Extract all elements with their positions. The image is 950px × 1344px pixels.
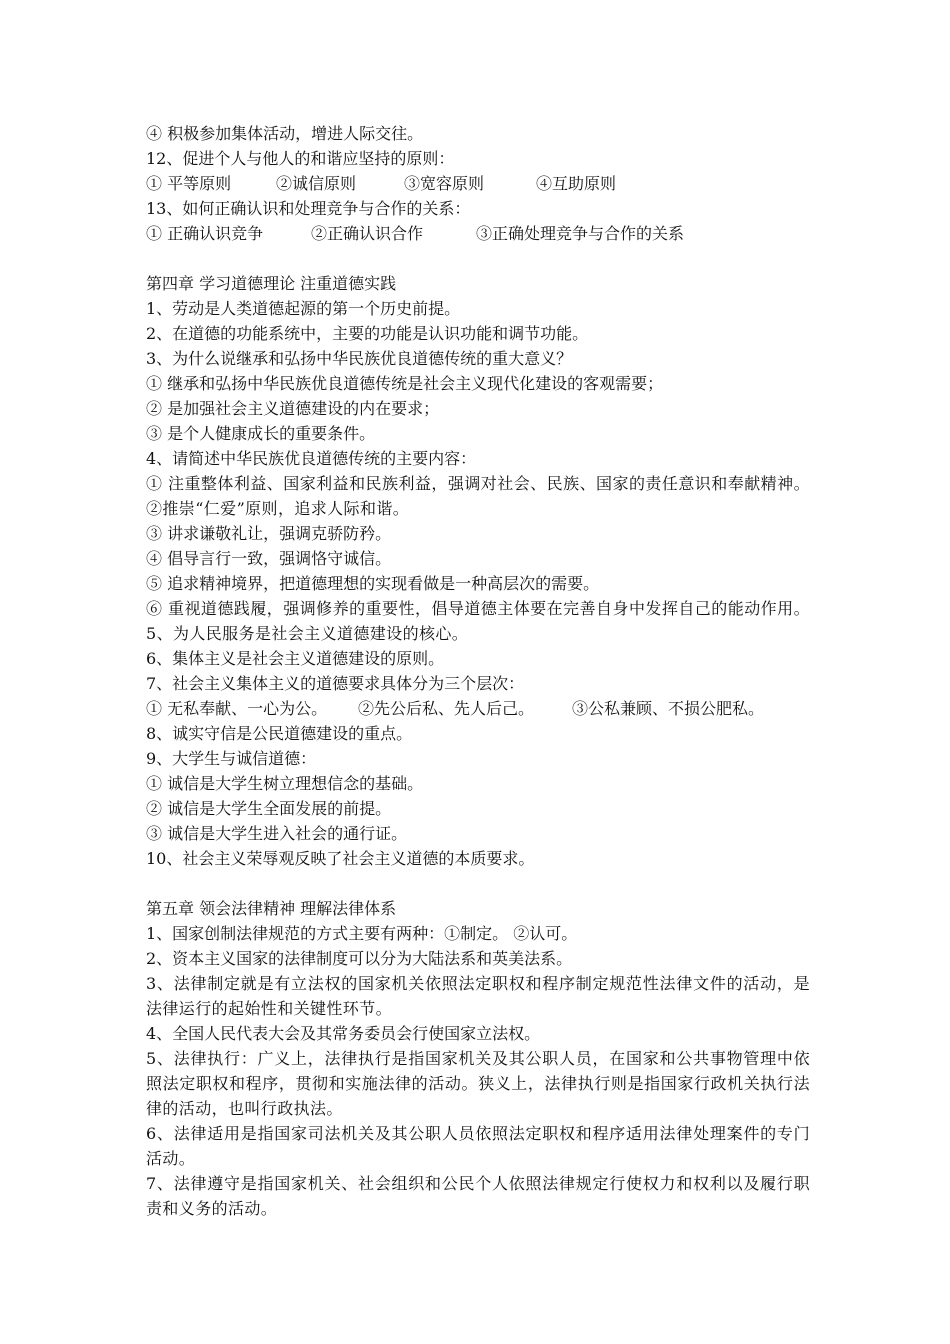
q13-option: ②正确认识合作 bbox=[311, 224, 424, 243]
ch4-paragraph: ⑥ 重视道德践履，强调修养的重要性，倡导道德主体要在完善自身中发挥自己的能动作用。 5、为人民服务是社会主义道德建设的核心。 bbox=[146, 599, 810, 643]
q12-option: ③宽容原则 bbox=[404, 174, 485, 193]
ch4-item: 6、集体主义是社会主义道德建设的原则。 bbox=[146, 649, 445, 668]
ch4-item: 4、请简述中华民族优良道德传统的主要内容： bbox=[146, 449, 477, 468]
q13-option: ① 正确认识竞争 bbox=[146, 224, 264, 243]
ch4-item: 9、大学生与诚信道德： bbox=[146, 749, 317, 768]
q13-option: ③正确处理竞争与合作的关系 bbox=[476, 224, 685, 243]
ch4-item: ② 诚信是大学生全面发展的前提。 bbox=[146, 799, 392, 818]
section-gap bbox=[146, 871, 810, 896]
ch3-line-1: ④ 积极参加集体活动，增进人际交往。 bbox=[146, 124, 424, 143]
ch5-paragraph: 5、法律执行：广义上，法律执行是指国家机关及其公职人员，在国家和公共事物管理中依照法定职权和程序，贯彻和实施法律的活动。狭义上，法律执行则是指国家行政机关执行法律的活动，也叫行政执法。 bbox=[146, 1049, 810, 1118]
ch5-item: 1、国家创制法律规范的方式主要有两种：①制定。 ②认可。 bbox=[146, 924, 578, 943]
q12-option: ④互助原则 bbox=[536, 174, 617, 193]
ch4-item: ③ 诚信是大学生进入社会的通行证。 bbox=[146, 824, 408, 843]
q7-option: ③公私兼顾、不损公肥私。 bbox=[572, 699, 765, 718]
section-gap bbox=[146, 246, 810, 271]
ch5-paragraph: 6、法律适用是指国家司法机关及其公职人员依照法定职权和程序适用法律处理案件的专门活动。 bbox=[146, 1124, 810, 1168]
ch4-item: ② 是加强社会主义道德建设的内在要求； bbox=[146, 399, 440, 418]
ch4-item: ③ 讲求谦敬礼让，强调克骄防矜。 bbox=[146, 524, 392, 543]
q7-option: ②先公后私、先人后己。 bbox=[358, 699, 535, 718]
q7-options bbox=[146, 696, 810, 721]
ch4-item: ④ 倡导言行一致，强调恪守诚信。 bbox=[146, 549, 392, 568]
ch5-paragraph: 3、法律制定就是有立法权的国家机关依照法定职权和程序制定规范性法律文件的活动，是法律运行的起始性和关键性环节。 bbox=[146, 974, 810, 1018]
ch5-item: 2、资本主义国家的法律制度可以分为大陆法系和英美法系。 bbox=[146, 949, 573, 968]
chapter-4-title: 第四章 学习道德理论 注重道德实践 bbox=[146, 274, 397, 293]
q12-option: ②诚信原则 bbox=[276, 174, 357, 193]
ch4-item: ⑤ 追求精神境界，把道德理想的实现看做是一种高层次的需要。 bbox=[146, 574, 600, 593]
ch4-item: 1、劳动是人类道德起源的第一个历史前提。 bbox=[146, 299, 461, 318]
ch4-paragraph: ① 注重整体利益、国家利益和民族利益，强调对社会、民族、国家的责任意识和奉献精神。 ②推崇“仁爱”原则，追求人际和谐。 bbox=[146, 474, 810, 518]
ch5-item: 4、全国人民代表大会及其常务委员会行使国家立法权。 bbox=[146, 1024, 541, 1043]
q12-options bbox=[146, 171, 810, 196]
ch4-item: ① 继承和弘扬中华民族优良道德传统是社会主义现代化建设的客观需要； bbox=[146, 374, 664, 393]
ch3-q13: 13、如何正确认识和处理竞争与合作的关系： bbox=[146, 199, 471, 218]
q7-option: ① 无私奉献、一心为公。 bbox=[146, 699, 328, 718]
ch4-item: 3、为什么说继承和弘扬中华民族优良道德传统的重大意义？ bbox=[146, 349, 573, 368]
document-page bbox=[146, 121, 810, 1221]
ch4-item: ③ 是个人健康成长的重要条件。 bbox=[146, 424, 376, 443]
ch4-item: 8、诚实守信是公民道德建设的重点。 bbox=[146, 724, 413, 743]
ch5-paragraph: 7、法律遵守是指国家机关、社会组织和公民个人依照法律规定行使权力和权利以及履行职责和义务的活动。 bbox=[146, 1174, 810, 1218]
ch4-item: ① 诚信是大学生树立理想信念的基础。 bbox=[146, 774, 424, 793]
ch4-item: 2、在道德的功能系统中，主要的功能是认识功能和调节功能。 bbox=[146, 324, 589, 343]
ch3-q12: 12、促进个人与他人的和谐应坚持的原则： bbox=[146, 149, 455, 168]
chapter-5-title: 第五章 领会法律精神 理解法律体系 bbox=[146, 899, 397, 918]
q13-options bbox=[146, 221, 810, 246]
ch4-item: 10、社会主义荣辱观反映了社会主义道德的本质要求。 bbox=[146, 849, 535, 868]
ch4-item: 7、社会主义集体主义的道德要求具体分为三个层次： bbox=[146, 674, 525, 693]
q12-option: ① 平等原则 bbox=[146, 174, 232, 193]
